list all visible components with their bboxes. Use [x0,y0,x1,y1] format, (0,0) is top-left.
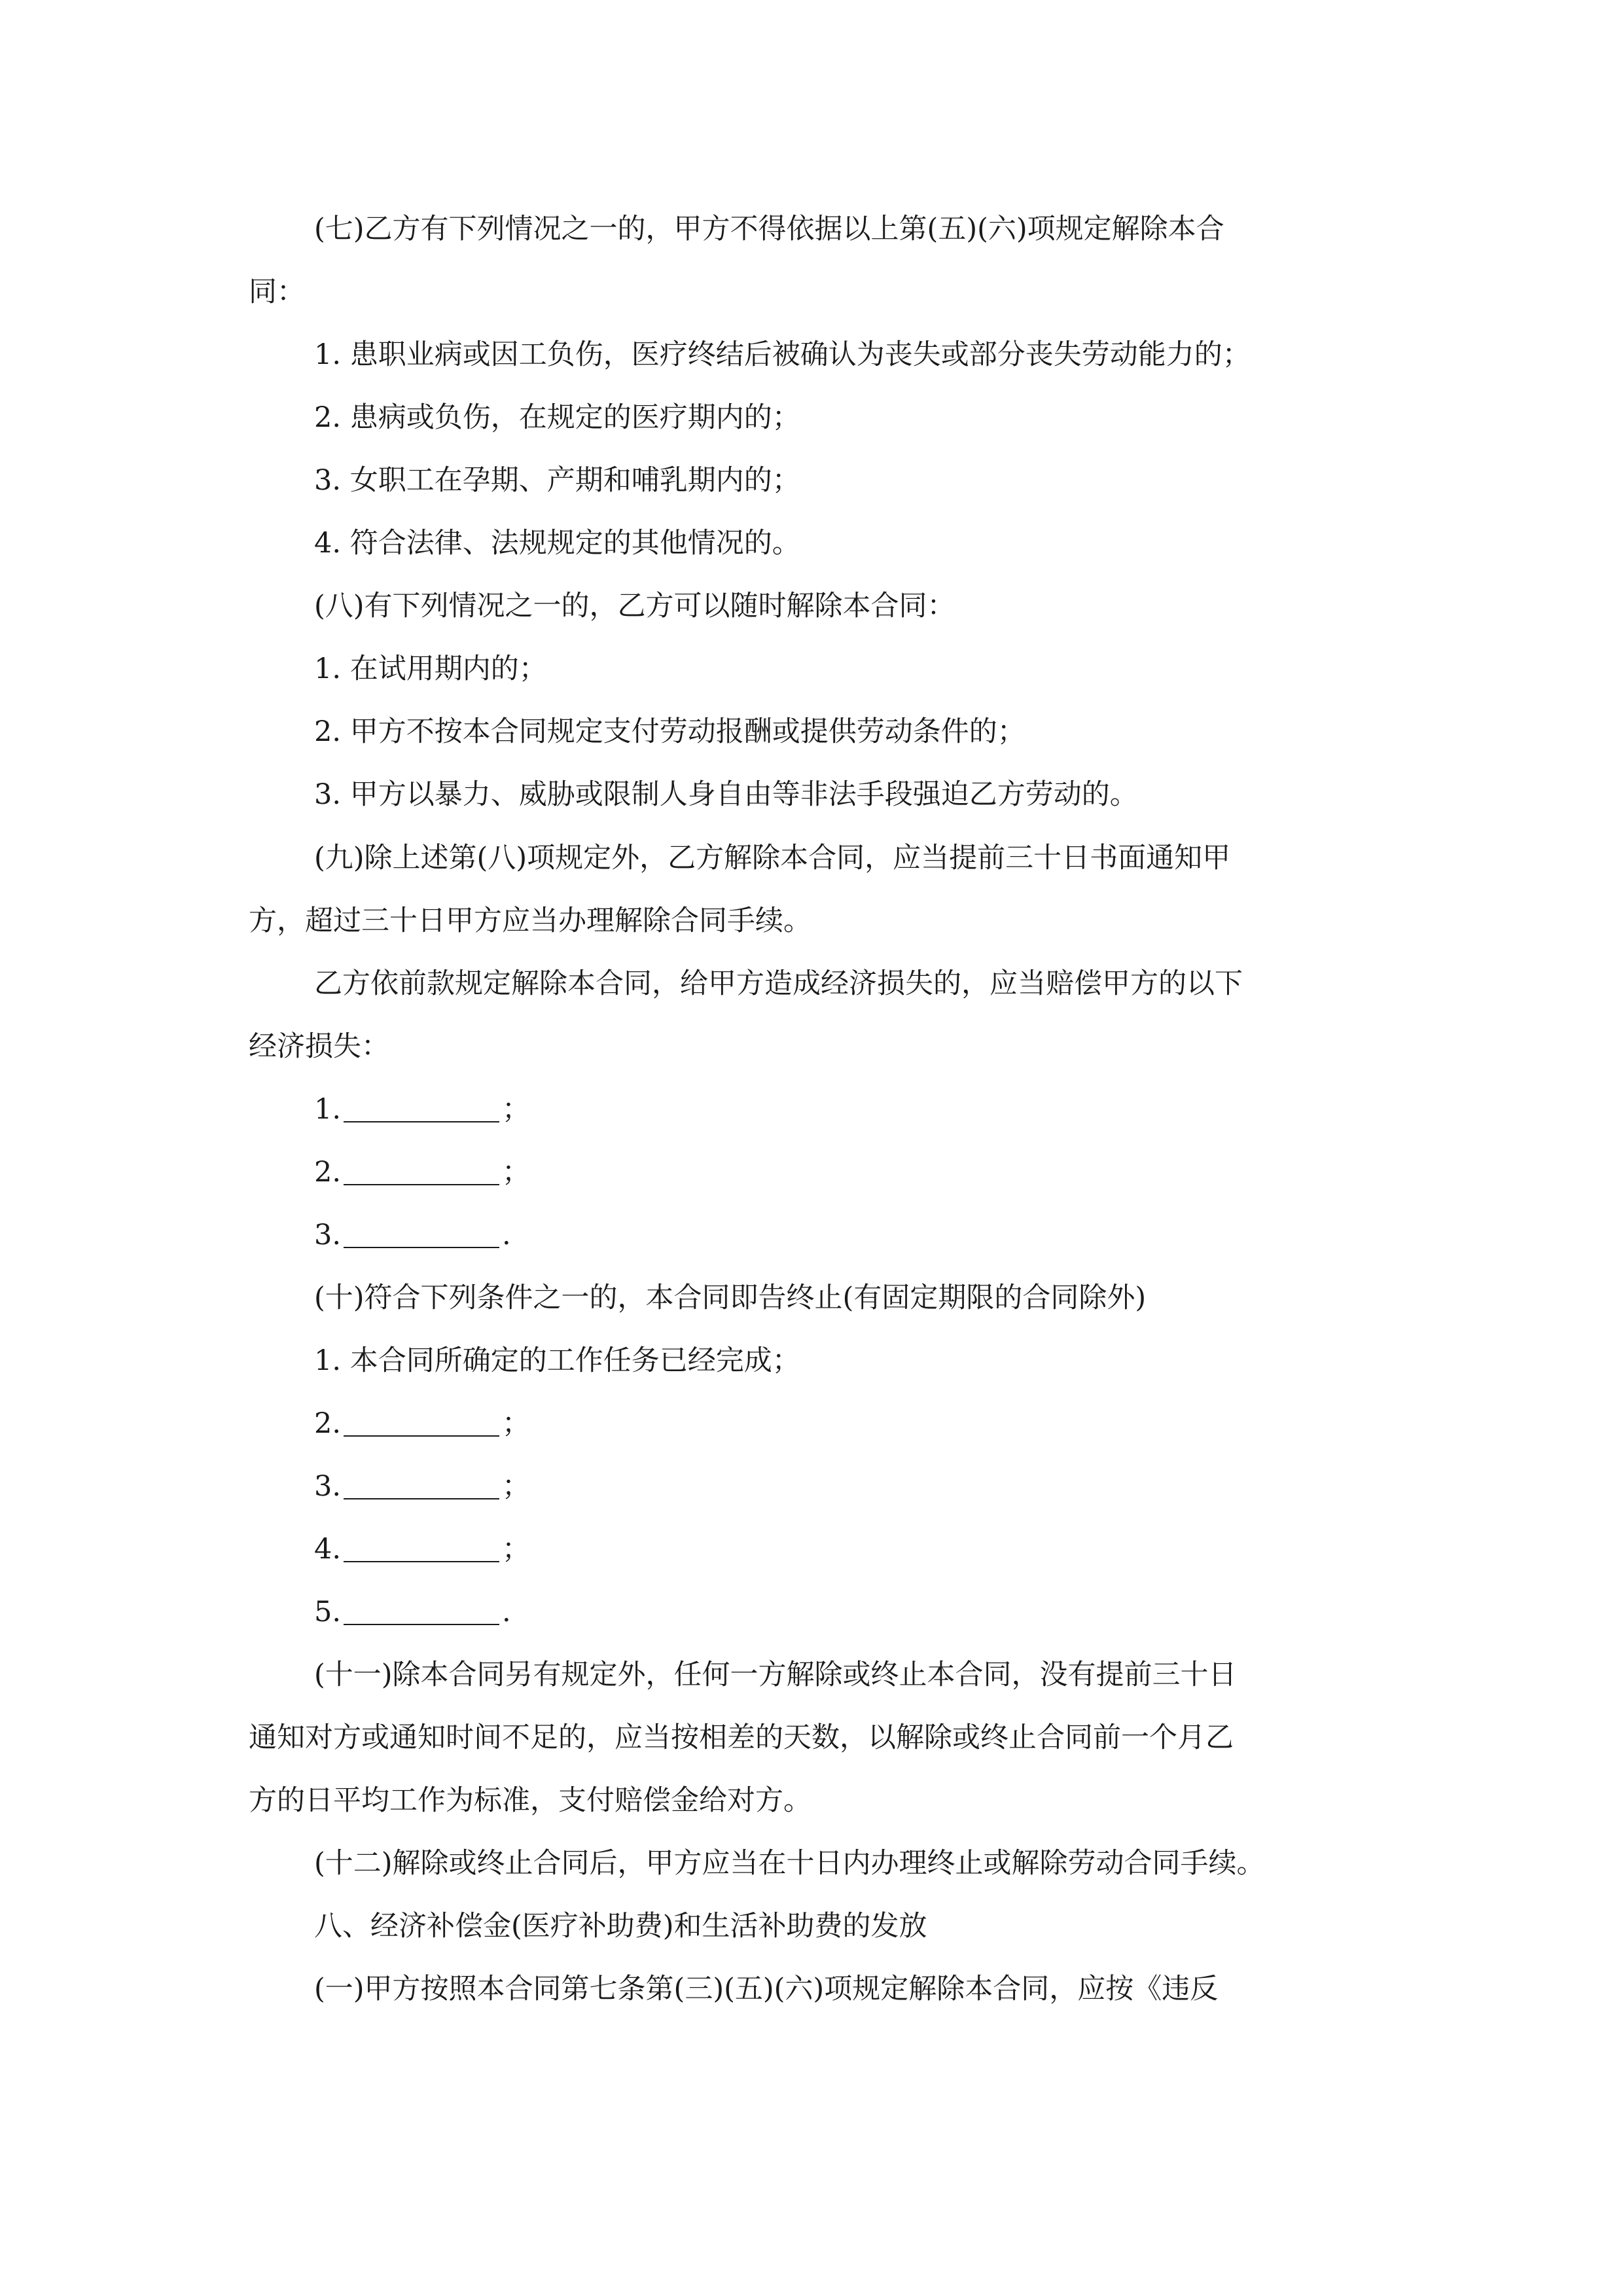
loss-item-number: 3. [314,1219,342,1251]
clause-7-line-2: 同： [249,276,305,308]
clause-11-line-3: 方的日平均工作为标准，支付赔偿金给对方。 [249,1784,812,1817]
loss-item-end: . [502,1219,511,1251]
term-item-number: 4. [314,1533,342,1566]
clause-7-item-1: 1. 患职业病或因工负伤，医疗终结后被确认为丧失或部分丧失劳动能力的； [314,338,1251,371]
fill-in-blank[interactable] [344,1530,499,1562]
fill-in-blank[interactable] [344,1215,499,1248]
clause-8-item-1: 1. 在试用期内的； [314,653,547,685]
term-item-end: ； [502,1407,531,1440]
loss-item-number: 2. [314,1156,342,1189]
clause-9-line-2: 方，超过三十日甲方应当办理解除合同手续。 [249,905,812,937]
clause-8-line-1: (八)有下列情况之一的，乙方可以随时解除本合同： [314,590,955,622]
clause-7-line-1: (七)乙方有下列情况之一的，甲方不得依据以上第(五)(六)项规定解除本合 [314,213,1224,245]
clause-10-line-1: (十)符合下列条件之一的，本合同即告终止(有固定期限的合同除外) [314,1282,1147,1314]
clause-12-line-1: (十二)解除或终止合同后，甲方应当在十日内办理终止或解除劳动合同手续。 [314,1847,1265,1880]
clause-7-item-2: 2. 患病或负伤，在规定的医疗期内的； [314,401,800,434]
clause-9-line-1: (九)除上述第(八)项规定外，乙方解除本合同，应当提前三十日书面通知甲 [314,842,1231,874]
clause-8-item-3: 3. 甲方以暴力、威胁或限制人身自由等非法手段强迫乙方劳动的。 [314,778,1138,811]
loss-item [314,1215,511,1255]
term-item-number: 3. [314,1470,342,1503]
clause-11-line-1: (十一)除本合同另有规定外，任何一方解除或终止本合同，没有提前三十日 [314,1659,1237,1691]
section-8-title: 八、经济补偿金(医疗补助费)和生活补助费的发放 [314,1910,927,1943]
clause-10-item-1: 1. 本合同所确定的工作任务已经完成； [314,1344,800,1377]
term-item [314,1530,530,1569]
clause-9b-line-1: 乙方依前款规定解除本合同，给甲方造成经济损失的，应当赔偿甲方的以下 [314,967,1243,1000]
term-item-end: ； [502,1533,531,1566]
term-item [314,1404,530,1443]
loss-item-end: ； [502,1093,531,1126]
fill-in-blank[interactable] [344,1153,499,1185]
fill-in-blank[interactable] [344,1467,499,1499]
fill-in-blank[interactable] [344,1592,499,1625]
section-8-clause-1-line-1: (一)甲方按照本合同第七条第(三)(五)(六)项规定解除本合同，应按《违反 [314,1973,1219,2005]
loss-item-end: ； [502,1156,531,1189]
clause-7-item-4: 4. 符合法律、法规规定的其他情况的。 [314,527,800,560]
clause-7-item-3: 3. 女职工在孕期、产期和哺乳期内的； [314,464,800,497]
term-item-number: 5. [314,1596,342,1628]
loss-item-number: 1. [314,1093,342,1126]
term-item [314,1592,511,1632]
clause-11-line-2: 通知对方或通知时间不足的，应当按相差的天数，以解除或终止合同前一个月乙 [249,1721,1234,1754]
term-item-number: 2. [314,1407,342,1440]
term-item-end: . [502,1596,511,1628]
term-item-end: ； [502,1470,531,1503]
term-item [314,1467,530,1506]
loss-item [314,1090,530,1129]
fill-in-blank[interactable] [344,1404,499,1437]
clause-8-item-2: 2. 甲方不按本合同规定支付劳动报酬或提供劳动条件的； [314,715,1026,748]
loss-item [314,1153,530,1192]
clause-9b-line-2: 经济损失： [249,1030,389,1063]
fill-in-blank[interactable] [344,1090,499,1122]
